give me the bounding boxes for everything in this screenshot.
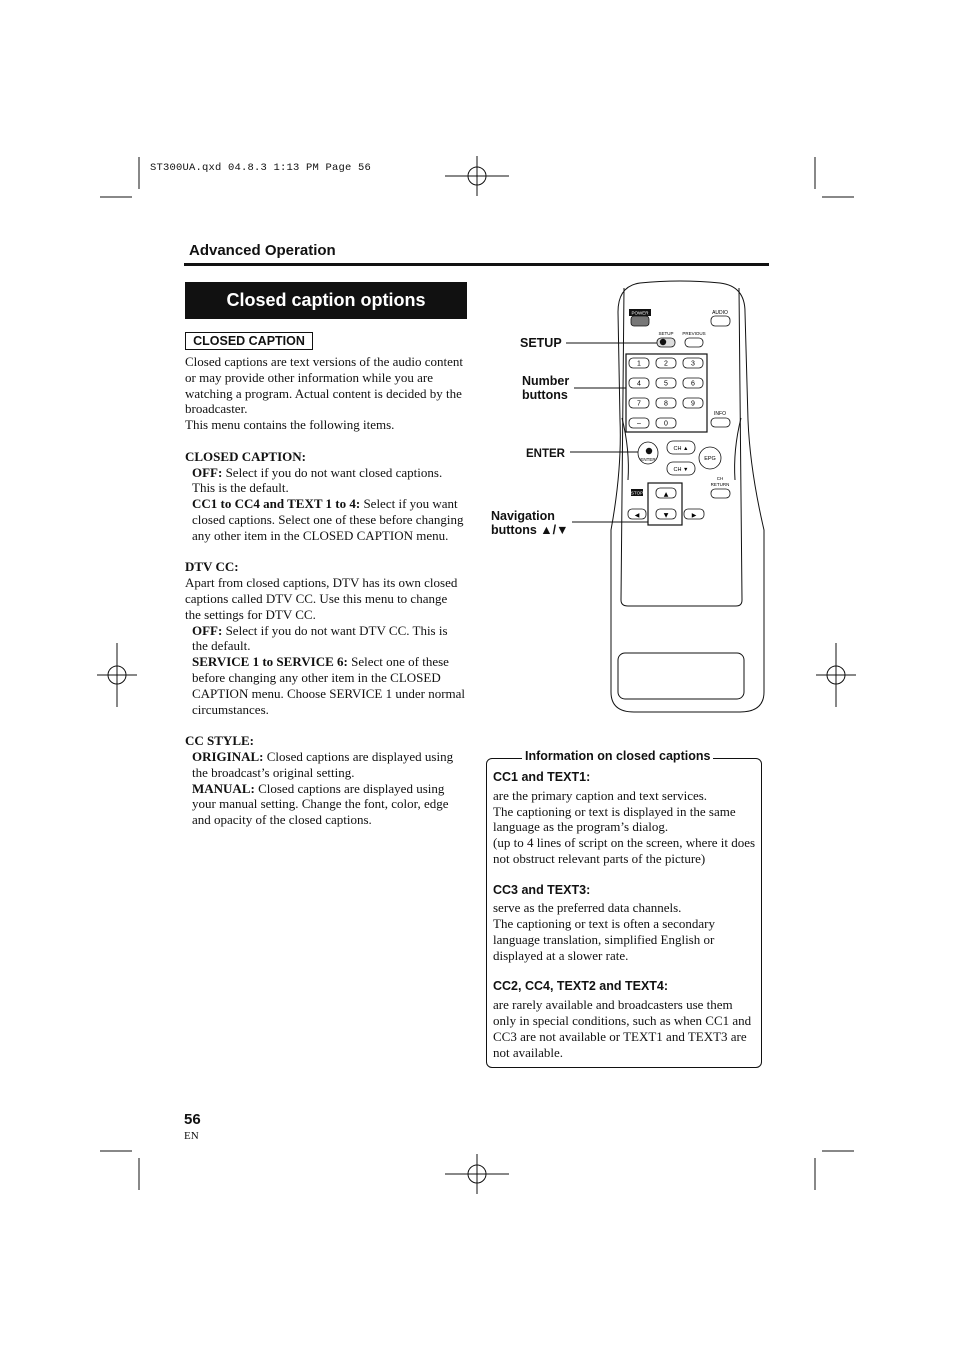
number-key-label: 0 <box>664 420 668 428</box>
info-line: (up to 4 lines of script on the screen, where it does <box>493 835 756 851</box>
number-key-label: 1 <box>637 360 641 368</box>
cc-off-label: OFF: <box>192 464 223 480</box>
cc1-text: Select if you want <box>360 496 458 512</box>
number-key-label: 4 <box>637 380 641 388</box>
enter-key-label: ENTER <box>640 457 656 462</box>
intro-line: watching a program. Actual content is decided by the <box>185 385 462 401</box>
callout-navigation-line: buttons ▲/▼ <box>491 523 569 537</box>
cc-off-text: This is the default. <box>192 480 289 496</box>
intro-line: broadcaster. <box>185 401 248 417</box>
info-line: language translation, simplified English or <box>493 931 715 947</box>
info-line: language as the program’s dialog. <box>493 819 669 835</box>
cc3-title: CC3 and TEXT3: <box>493 882 591 897</box>
info-line: CC3 are not available or TEXT1 and TEXT3 are <box>493 1028 747 1044</box>
info-line: only in special conditions, such as when CC1 and <box>493 1012 752 1028</box>
callout-number-line: Number <box>522 374 570 388</box>
page-title: Closed caption options <box>185 282 467 319</box>
number-key-label: 7 <box>637 400 641 408</box>
info-line: not available. <box>493 1044 564 1060</box>
ch-return-label: RETURN <box>710 482 730 487</box>
language-code: EN <box>184 1130 199 1142</box>
info-box-text <box>493 770 759 1060</box>
number-buttons <box>629 358 703 428</box>
dtv-off-label: OFF: <box>192 622 223 638</box>
service-text: circumstances. <box>192 701 269 717</box>
section-title: Advanced Operation <box>189 242 336 259</box>
dtv-text: captions called DTV CC. Use this menu to change <box>185 590 448 606</box>
cc1-text: any other item in the CLOSED CAPTION menu. <box>192 527 449 543</box>
manual-text: Closed captions are displayed using <box>254 780 445 796</box>
service-text: Select one of these <box>347 654 449 670</box>
intro-line: Closed captions are text versions of the audio content <box>185 354 463 369</box>
closed-caption-tag: CLOSED CAPTION <box>185 332 313 350</box>
cc-off-text: Select if you do not want closed captions. <box>222 464 443 480</box>
dtv-text: the settings for DTV CC. <box>185 606 316 622</box>
cc1-text: closed captions. Select one of these before changing <box>192 511 464 527</box>
number-key-label: 9 <box>691 400 695 408</box>
info-box-heading: Information on closed captions <box>522 749 713 763</box>
nav-left-icon: ◀ <box>634 512 640 519</box>
info-line: displayed at a slower rate. <box>493 947 629 963</box>
dtv-off-text: the default. <box>192 638 251 654</box>
info-line: The captioning or text is often a secondary <box>493 916 716 932</box>
info-line: The captioning or text is displayed in the same <box>493 803 736 819</box>
original-text: the broadcast’s original setting. <box>192 764 355 780</box>
number-key-label: 3 <box>691 360 695 368</box>
manual-text: your manual setting. Change the font, color, edge <box>192 796 449 812</box>
service-label: SERVICE 1 to SERVICE 6: <box>192 654 348 670</box>
setup-key-label: SETUP <box>658 331 674 336</box>
callout-navigation-line: Navigation <box>491 509 555 523</box>
nav-right-icon: ▶ <box>691 512 697 519</box>
style-heading: CC STYLE: <box>185 733 254 749</box>
audio-label: AUDIO <box>712 310 728 316</box>
nav-up-icon: ▲ <box>663 491 669 498</box>
info-line: serve as the preferred data channels. <box>493 900 682 916</box>
callout-enter: ENTER <box>526 448 565 460</box>
cc1-label: CC1 to CC4 and TEXT 1 to 4: <box>192 496 361 512</box>
page-number: 56 <box>184 1111 201 1128</box>
callout-number-line: buttons <box>522 388 568 402</box>
info-line: not obstruct relevant parts of the picture) <box>493 850 706 866</box>
number-key-label: 6 <box>691 380 695 388</box>
ch-down-label: CH ▼ <box>673 467 689 473</box>
previous-label: PREVIOUS <box>682 331 706 336</box>
cc-heading: CLOSED CAPTION: <box>185 448 306 464</box>
intro-line: This menu contains the following items. <box>185 417 395 433</box>
info-label: INFO <box>714 411 726 417</box>
stop-label: STOP <box>630 490 644 496</box>
callout-setup: SETUP <box>520 336 562 350</box>
power-label: POWER <box>631 310 649 316</box>
cc2-title: CC2, CC4, TEXT2 and TEXT4: <box>493 979 669 994</box>
original-label: ORIGINAL: <box>192 748 264 764</box>
service-text: before changing any other item in the CLOSED <box>192 669 441 685</box>
info-line: are rarely available and broadcasters use them <box>493 997 733 1013</box>
number-key-label: 2 <box>664 360 668 368</box>
print-info: ST300UA.qxd 04.8.3 1:13 PM Page 56 <box>150 162 372 174</box>
info-line: are the primary caption and text services. <box>493 787 708 803</box>
service-text: CAPTION menu. Choose SERVICE 1 under normal <box>192 685 466 701</box>
original-text: Closed captions are displayed using <box>263 748 454 764</box>
nav-down-icon: ▼ <box>663 512 669 519</box>
dtv-off-text: Select if you do not want DTV CC. This is <box>222 622 448 638</box>
manual-text: and opacity of the closed captions. <box>192 812 372 828</box>
number-key-label: – <box>637 420 641 428</box>
ch-up-label: CH ▲ <box>673 446 689 452</box>
dtv-heading: DTV CC: <box>185 559 239 575</box>
manual-label: MANUAL: <box>192 780 255 796</box>
ch-return-label: CH <box>716 476 724 481</box>
cc1-title: CC1 and TEXT1: <box>493 770 591 784</box>
epg-label: EPG <box>704 456 716 462</box>
number-key-label: 5 <box>664 380 668 388</box>
number-key-label: 8 <box>664 400 668 408</box>
intro-line: or may provide other information while you are <box>185 369 434 385</box>
dtv-text: Apart from closed captions, DTV has its own closed <box>185 575 458 591</box>
